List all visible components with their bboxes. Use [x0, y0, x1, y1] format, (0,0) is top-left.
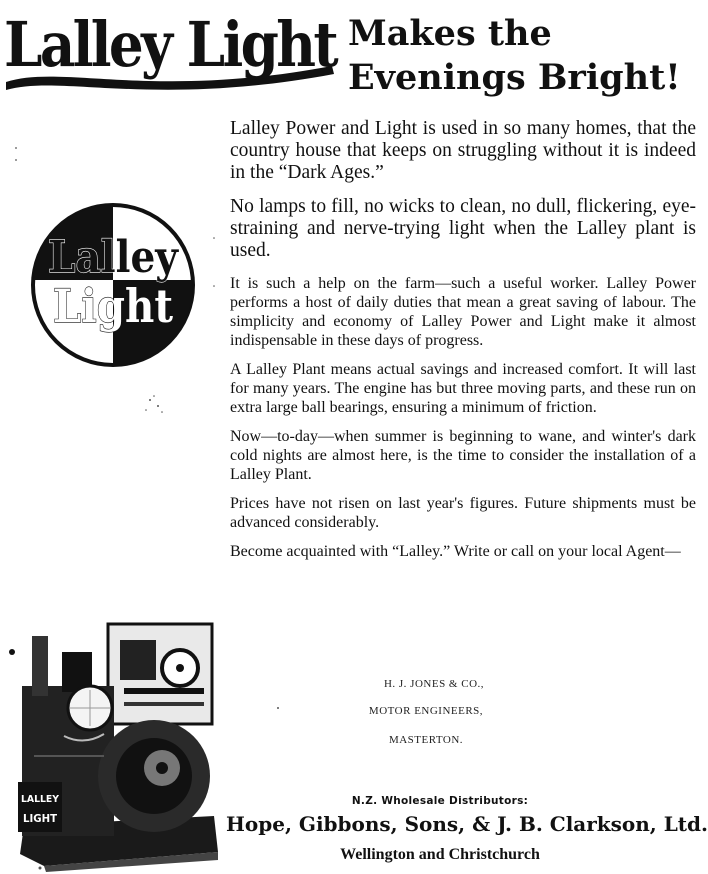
paragraph-farm: It is such a help on the farm—such a useful worker. Lalley Power performs a host of daily duties that mean a great saving of labour. The simplicity and economy of Lalley Power and Light make it almost indispensable in these days of progress.: [230, 275, 696, 349]
paragraph-agent-call: Become acquainted with “Lalley.” Write or call on your local Agent—: [230, 543, 681, 560]
lalley-light-seal: [28, 200, 198, 370]
logo-lettering: Lalley Light: [4, 8, 339, 81]
distributor-cities: Wellington and Christchurch: [340, 846, 540, 863]
paragraph-intro: Lalley Power and Light is used in so many homes, that the country house that keeps on struggling without it is indeed in the “Dark Ages.”: [230, 118, 696, 183]
paragraph-now: Now—to-day—when summer is beginning to wane, and winter's dark cold nights are almost here, is the time to consider the installation of a Lalley Plant.: [230, 428, 696, 483]
agent-trade: MOTOR ENGINEERS,: [368, 705, 484, 717]
agent-name: H. J. JONES & CO.,: [383, 678, 485, 690]
plant-label-bottom: LIGHT: [23, 812, 58, 825]
headline-line-1: Makes the: [348, 13, 552, 54]
advertisement-body: [230, 118, 696, 571]
distributor-name: Hope, Gibbons, Sons, & J. B. Clarkson, Ltd.: [226, 812, 708, 836]
lalley-plant-illustration: [4, 616, 224, 872]
headline: [348, 12, 688, 100]
paragraph-savings: A Lalley Plant means actual savings and increased comfort. It will last for many years. The engine has but three moving parts, and these run on extra large ball bearings, ensuring a minimum of friction.: [230, 361, 696, 416]
seal-bottom-word: Light: [53, 279, 174, 333]
headline-line-2: Evenings Bright!: [348, 57, 681, 98]
paragraph-prices: Prices have not risen on last year's figures. Future shipments must be advanced considerably.: [230, 495, 696, 531]
seal-top-word: Lalley: [48, 232, 180, 283]
lalley-light-logo: [2, 4, 342, 92]
plant-label-top: LALLEY: [21, 794, 60, 805]
paragraph-no-lamps: No lamps to fill, no wicks to clean, no dull, flickering, eye-straining and nerve-trying light when the Lalley plant is used.: [230, 196, 696, 261]
distributor-label: N.Z. Wholesale Distributors:: [351, 795, 529, 807]
agent-town: MASTERTON.: [388, 734, 464, 746]
